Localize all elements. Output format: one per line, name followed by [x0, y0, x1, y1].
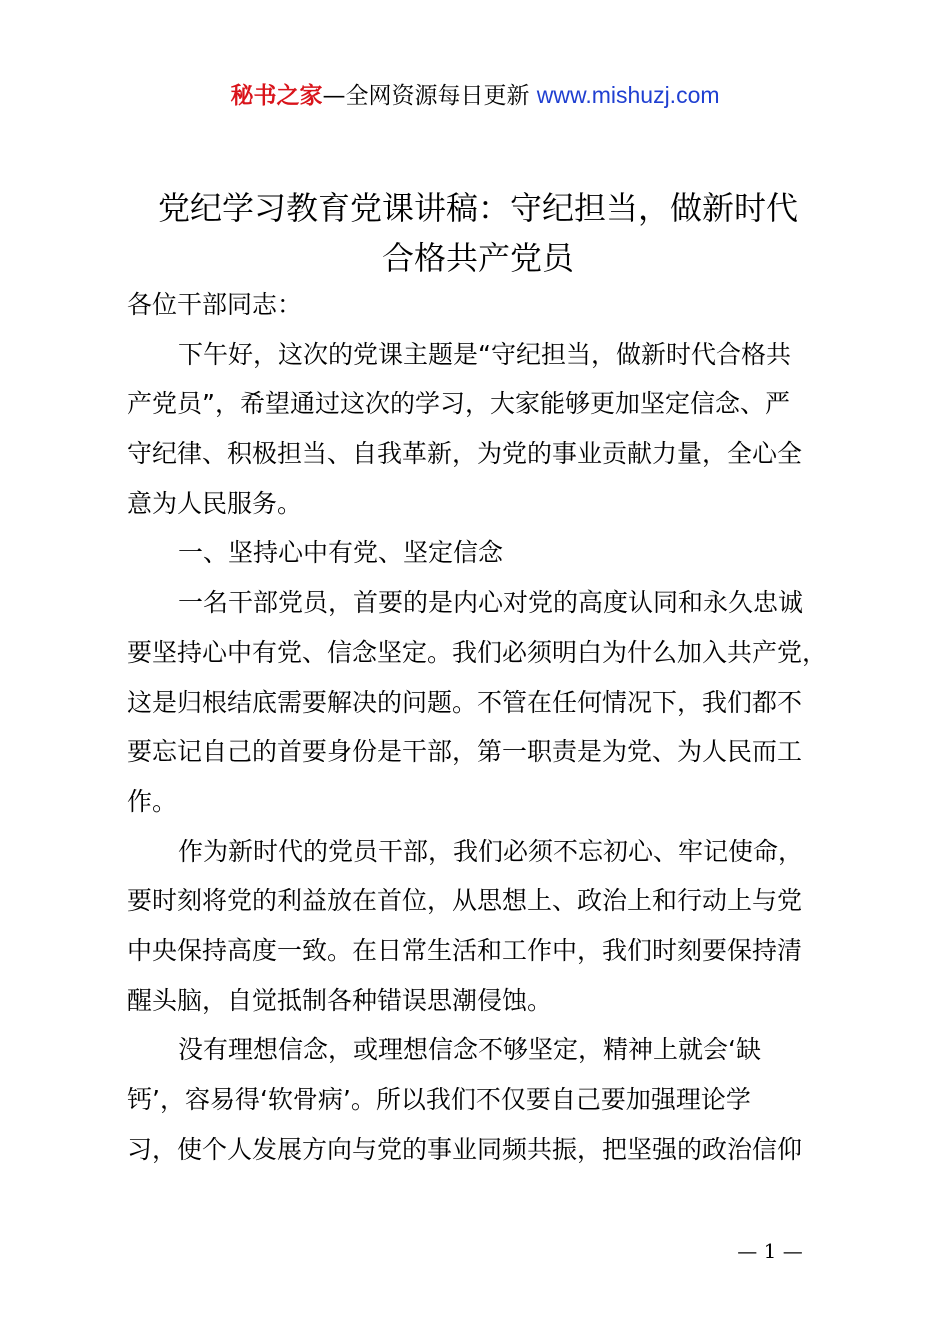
site-tagline: —全网资源每日更新 — [322, 83, 530, 109]
paragraph-line: 醒头脑，自觉抵制各种错误思潮侵蚀。 — [127, 985, 553, 1015]
title-line-2: 合格共产党员 — [381, 239, 574, 277]
paragraph-line: 要忘记自己的首要身份是干部，第一职责是为党、为人民而工 — [127, 737, 803, 767]
paragraph-line: 产党员”，希望通过这次的学习，大家能够更加坚定信念、严 — [127, 389, 790, 419]
document-body — [127, 280, 843, 1174]
salutation: 各位干部同志： — [127, 290, 303, 319]
paragraph-line: 习，使个人发展方向与党的事业同频共振，把坚强的政治信仰 — [127, 1134, 803, 1164]
site-brand: 秘书之家 — [230, 83, 323, 109]
paragraph-line: 意为人民服务。 — [127, 488, 303, 518]
paragraph-line: 作。 — [127, 786, 178, 816]
section-heading: 一、坚持心中有党、坚定信念 — [178, 538, 504, 568]
paragraph-line: 作为新时代的党员干部，我们必须不忘初心、牢记使命， — [178, 836, 804, 866]
paragraph-line: 钙’，容易得‘软骨病’。所以我们不仅要自己要加强理论学 — [127, 1085, 751, 1114]
title-line-1: 党纪学习教育党课讲稿：守纪担当，做新时代 — [157, 189, 798, 227]
site-url-link[interactable]: www.mishuzj.com — [536, 82, 720, 108]
paragraph-line: 没有理想信念，或理想信念不够坚定，精神上就会‘缺 — [178, 1035, 761, 1065]
paragraph-line: 下午好，这次的党课主题是“守纪担当，做新时代合格共 — [178, 339, 791, 369]
document-title — [120, 183, 836, 283]
paragraph-line: 守纪律、积极担当、自我革新，为党的事业贡献力量，全心全 — [127, 439, 803, 469]
paragraph-line: 中央保持高度一致。在日常生活和工作中，我们时刻要保持清 — [127, 935, 803, 965]
page-number: — 1 — — [737, 1239, 803, 1263]
site-banner — [0, 78, 950, 113]
paragraph-line: 一名干部党员，首要的是内心对党的高度认同和永久忠诚 — [178, 588, 804, 618]
paragraph-line: 要时刻将党的利益放在首位，从思想上、政治上和行动上与党 — [127, 886, 803, 916]
paragraph-line: 要坚持心中有党、信念坚定。我们必须明白为什么加入共产党， — [127, 637, 828, 667]
paragraph-line: 这是归根结底需要解决的问题。不管在任何情况下，我们都不 — [127, 687, 803, 717]
